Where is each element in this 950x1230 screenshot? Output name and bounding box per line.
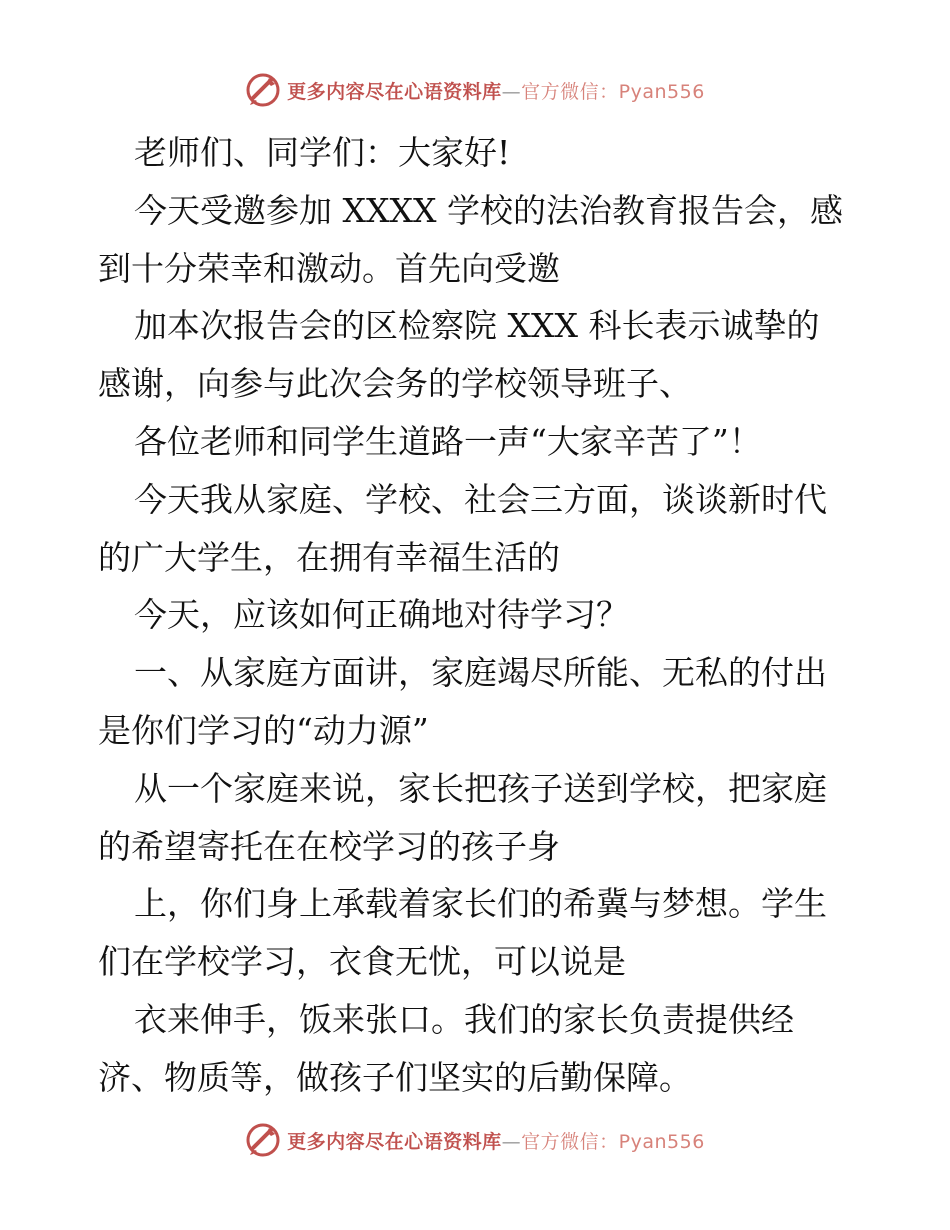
paragraph [98,124,858,182]
paragraph [98,875,858,933]
header-brand-text: 更多内容尽在心语资料库 [287,80,502,103]
logo-icon [245,1122,281,1158]
header-banner [0,70,950,110]
paragraph-line: 济、物质等，做孩子们坚实的后勤保障。 [98,1057,692,1097]
paragraph-line: 各位老师和同学生道路一声“大家辛苦了”！ [134,421,762,461]
paragraph [98,182,858,240]
paragraph [98,991,858,1049]
footer-banner-text [287,1127,705,1154]
paragraph-line: 上，你们身上承载着家长们的希冀与梦想。学生 [134,884,827,924]
section-heading [98,644,858,702]
paragraph-line: 衣来伸手，饭来张口。我们的家长负责提供经 [134,999,794,1039]
footer-brand-text: 更多内容尽在心语资料库 [287,1130,502,1153]
footer-contact-text: 官方微信：Pyan556 [521,1130,705,1153]
paragraph-line: 从一个家庭来说，家长把孩子送到学校，把家庭 [134,768,827,808]
paragraph-line: 的希望寄托在在校学习的孩子身 [98,826,560,866]
paragraph-continuation [98,818,858,876]
header-banner-text [287,77,705,104]
paragraph-line: 老师们、同学们：大家好! [134,133,511,172]
paragraph-continuation [98,1049,858,1107]
paragraph-continuation [98,355,858,413]
paragraph-continuation [98,240,858,298]
paragraph-continuation [98,529,858,587]
paragraph [98,586,858,644]
paragraph [98,413,858,471]
paragraph-line: 们在学校学习，衣食无忧，可以说是 [98,942,626,982]
paragraph [98,760,858,818]
footer-separator: — [501,1130,522,1153]
paragraph-line: 到十分荣幸和激动。首先向受邀 [98,248,560,288]
paragraph-continuation [98,933,858,991]
logo-icon [245,72,281,108]
paragraph-line: 加本次报告会的区检察院 XXX 科长表示诚挚的 [134,306,820,346]
paragraph [98,297,858,355]
paragraph-line: 今天我从家庭、学校、社会三方面，谈谈新时代 [134,479,827,519]
footer-banner [0,1120,950,1160]
paragraph [98,471,858,529]
paragraph-line: 的广大学生，在拥有幸福生活的 [98,537,560,577]
header-contact-text: 官方微信：Pyan556 [521,80,705,103]
document-body [98,124,858,1107]
header-separator: — [501,80,522,103]
paragraph-continuation [98,702,858,760]
paragraph-line: 一、从家庭方面讲，家庭竭尽所能、无私的付出 [134,653,827,693]
paragraph-line: 是你们学习的“动力源” [98,710,429,750]
paragraph-line: 今天受邀参加 XXXX 学校的法治教育报告会，感 [134,190,843,230]
paragraph-line: 感谢，向参与此次会务的学校领导班子、 [98,364,692,404]
paragraph-line: 今天，应该如何正确地对待学习？ [134,595,629,635]
